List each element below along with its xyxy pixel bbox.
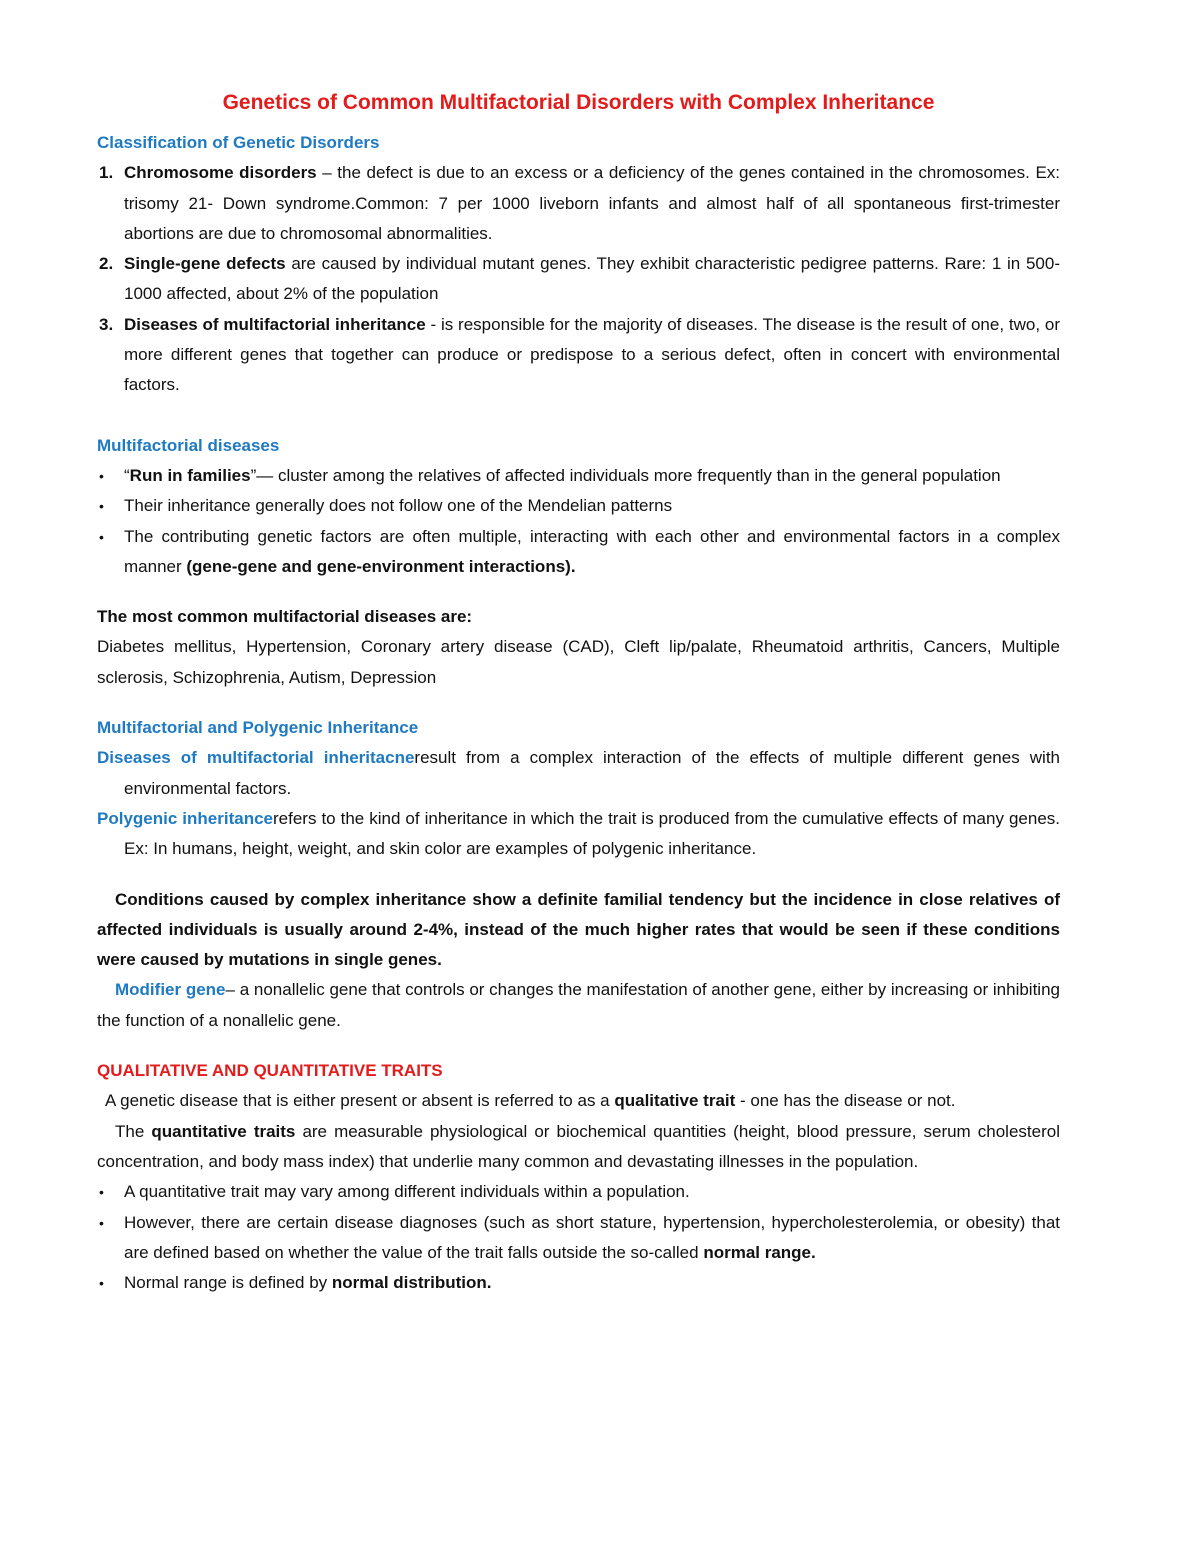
definition-polygenic	[97, 804, 1060, 865]
multifactorial-heading: Multifactorial diseases	[97, 435, 280, 455]
item-text: The contributing genetic factors are often multiple, interacting with each other and environmental factors in a complex manner	[124, 526, 1060, 576]
definition-text: refers to the kind of inheritance in which the trait is produced from the cumulative effects of many genes. Ex: In humans, height, weight, and skin color are examples of polygenic inheritance.	[124, 808, 1060, 859]
item-term: Chromosome disorders	[124, 163, 317, 183]
list-item	[97, 491, 1060, 521]
list-item	[97, 249, 1060, 310]
quantitative-text-end: are measurable physiological or biochemical quantities (height, blood pressure, serum cholesterol concentration, and body mass index) that underlie many common and devastating illnesses in the population.	[97, 1121, 1060, 1171]
item-term: Diseases of multifactorial inheritance	[124, 314, 426, 334]
item-term: (gene-gene and gene-environment interactions).	[186, 556, 576, 576]
common-heading-text: The most common multifactorial diseases are:	[97, 607, 473, 627]
multifactorial-list	[97, 461, 1060, 582]
quantitative-term: quantitative traits	[151, 1121, 296, 1141]
definition-term: Diseases of multifactorial inheritacne	[97, 748, 415, 768]
bullet-icon: •	[99, 528, 104, 545]
modifier-paragraph	[97, 975, 1060, 1036]
item-text: Normal range is defined by	[124, 1273, 332, 1293]
definition-multifactorial	[97, 743, 1060, 804]
classification-heading: Classification of Genetic Disorders	[97, 133, 380, 152]
qualitative-text-end: - one has the disease or not.	[735, 1091, 956, 1111]
list-item	[97, 1268, 1060, 1298]
list-item	[97, 1177, 1060, 1207]
item-text: A quantitative trait may vary among different individuals within a population.	[124, 1182, 690, 1202]
common-diseases-text: Diabetes mellitus, Hypertension, Coronary artery disease (CAD), Cleft lip/palate, Rheumatoid arthritis, Cancers, Multiple sclerosis, Schizophrenia, Autism, Depression	[97, 637, 1060, 687]
definition-text: result from a complex interaction of the effects of multiple different genes with environmental factors.	[124, 748, 1060, 798]
quantitative-text: The	[115, 1121, 152, 1141]
bullet-icon: •	[99, 1214, 104, 1231]
item-term: Run in families	[129, 465, 251, 485]
quantitative-paragraph	[97, 1117, 1060, 1178]
modifier-term: Modifier gene	[115, 980, 226, 1000]
conditions-paragraph	[97, 885, 1060, 976]
qualitative-text: A genetic disease that is either present or absent is referred to as a	[105, 1091, 615, 1111]
quote-open: “	[124, 465, 130, 485]
item-text: ”— cluster among the relatives of affected individuals more frequently than in the general population	[250, 465, 1001, 485]
item-text: Their inheritance generally does not follow one of the Mendelian patterns	[124, 496, 673, 516]
list-item	[97, 1208, 1060, 1269]
item-text: However, there are certain disease diagnoses (such as short stature, hypertension, hypercholesterolemia, or obesity) that are defined based on whether the value of the trait falls outside the so-called	[124, 1212, 1060, 1262]
conditions-text: Conditions caused by complex inheritance show a definite familial tendency but the incidence in close relatives of affected individuals is usually around 2-4%, instead of the much higher rates that would be seen if these conditions were caused by mutations in single genes.	[97, 889, 1060, 970]
list-number: 2.	[99, 254, 114, 274]
bullet-icon: •	[99, 1275, 104, 1292]
bullet-icon: •	[99, 1184, 104, 1201]
list-item	[97, 461, 1060, 491]
classification-list	[97, 158, 1060, 400]
qualitative-term: qualitative trait	[614, 1091, 736, 1111]
item-term: normal distribution.	[331, 1273, 492, 1293]
document-title: Genetics of Common Multifactorial Disorders with Complex Inheritance	[222, 91, 935, 114]
traits-heading: QUALITATIVE AND QUANTITATIVE TRAITS	[97, 1061, 443, 1081]
traits-list	[97, 1177, 1060, 1298]
list-item	[97, 310, 1060, 401]
definition-term: Polygenic inheritance	[97, 808, 273, 828]
list-item	[97, 158, 1060, 249]
item-text: - is responsible for the majority of diseases. The disease is the result of one, two, or more different genes that together can produce or predispose to a serious defect, often in concert with environmental factors.	[124, 314, 1060, 395]
list-number: 1.	[99, 163, 114, 183]
list-number: 3.	[99, 314, 114, 334]
document-page	[97, 88, 1060, 1298]
item-term: normal range.	[703, 1242, 816, 1262]
bullet-icon: •	[99, 467, 104, 484]
common-heading	[97, 602, 1060, 632]
list-item	[97, 522, 1060, 583]
qualitative-paragraph	[97, 1086, 1060, 1116]
item-term: Single-gene defects	[124, 254, 286, 274]
item-text: are caused by individual mutant genes. They exhibit characteristic pedigree patterns. Rare: 1 in 500-1000 affected, about 2% of the population	[124, 254, 1060, 304]
modifier-text: – a nonallelic gene that controls or changes the manifestation of another gene, either by increasing or inhibiting the function of a nonallelic gene.	[97, 980, 1060, 1030]
polygenic-heading: Multifactorial and Polygenic Inheritance	[97, 718, 419, 738]
item-text: – the defect is due to an excess or a deficiency of the genes contained in the chromosomes. Ex: trisomy 21- Down syndrome.Common: 7 per 1000 liveborn infants and almost half of all spontaneous first-trimester abortions are due to chromosomal abnormalities.	[124, 163, 1061, 243]
bullet-icon: •	[99, 498, 104, 515]
